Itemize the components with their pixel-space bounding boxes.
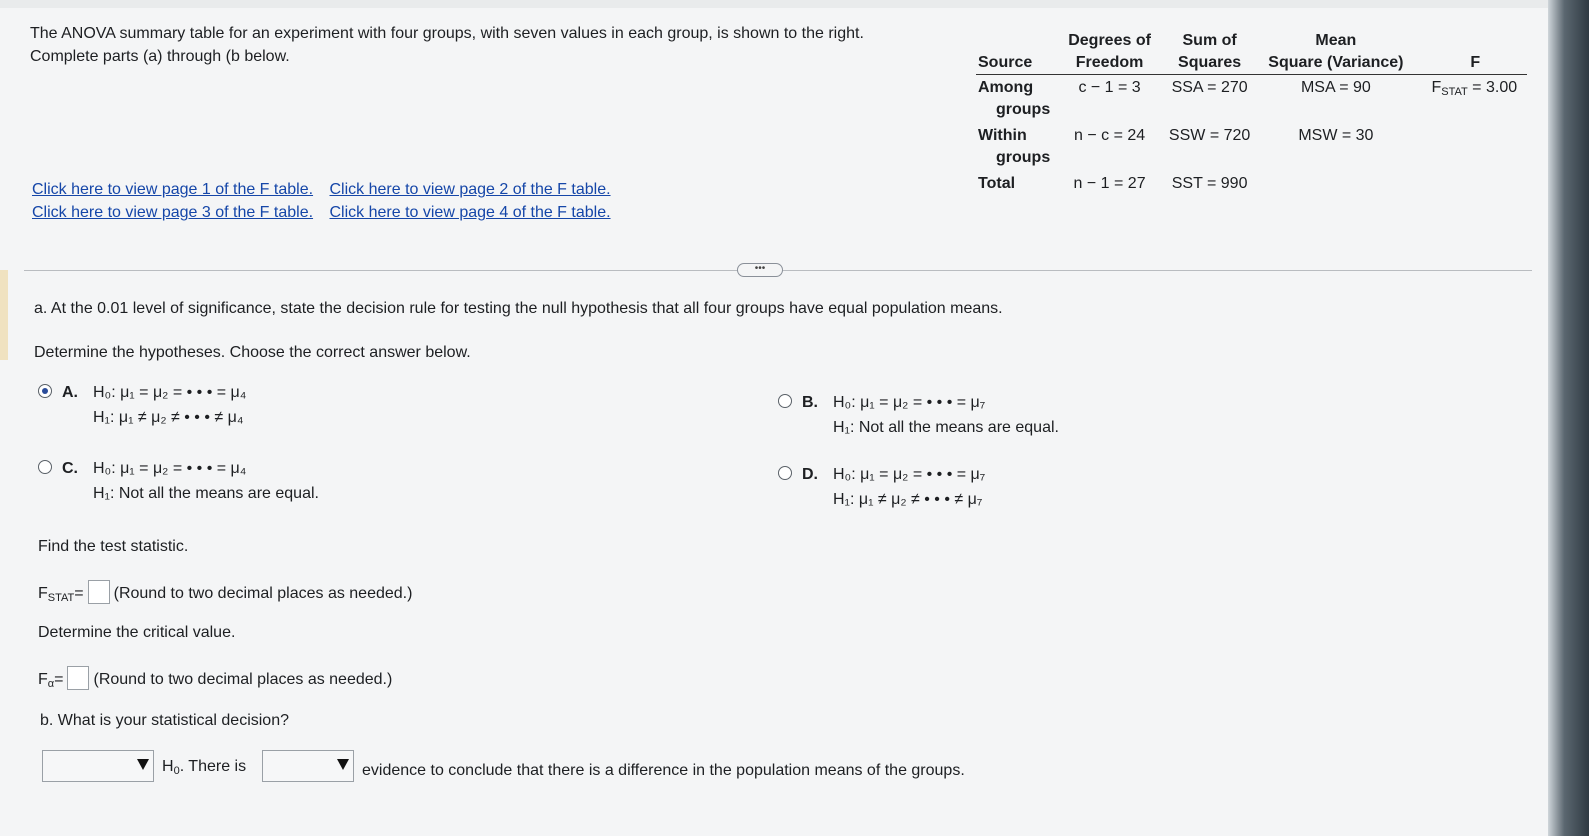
row-source: Among groups	[978, 79, 1051, 118]
header-ss: Sum of Squares	[1178, 32, 1242, 71]
f-table-page-3-link[interactable]: Click here to view page 3 of the F table.	[32, 204, 314, 221]
option-b-label: B.	[802, 394, 818, 411]
row-f	[1411, 123, 1527, 171]
decision-dropdown[interactable]	[42, 750, 154, 782]
critical-value-row: $F_\alpha=$ (Round to two decimal places as needed.)	[38, 666, 392, 690]
intro-line-2: Complete parts (a) through (b below.	[30, 48, 290, 65]
decision-conclusion-text: evidence to conclude that there is a difference in the population means of the groups.	[362, 762, 965, 779]
test-statistic-row: $F_{STAT}=$ (Round to two decimal places as needed.)	[38, 580, 412, 604]
option-a-radio[interactable]	[38, 384, 52, 398]
f-table-page-4-link[interactable]: Click here to view page 4 of the F table.	[329, 204, 611, 221]
chevron-down-icon	[137, 759, 149, 770]
row-ss: SST = 990	[1171, 175, 1248, 192]
option-d-h0: H₀: μ₁ = μ₂ = • • • = μ₇	[833, 466, 986, 483]
option-a-h0: H₀: μ₁ = μ₂ = • • • = μ₄	[93, 384, 247, 401]
option-c-text	[93, 456, 319, 506]
row-df: n − c = 24	[1073, 127, 1146, 144]
divider-drag-handle[interactable]: •••	[737, 263, 783, 277]
evidence-dropdown[interactable]	[262, 750, 354, 782]
option-a-h1: H₁: μ₁ ≠ μ₂ ≠ • • • ≠ μ₄	[93, 409, 244, 426]
anova-summary-table	[976, 30, 1527, 197]
critical-value-input[interactable]	[67, 666, 89, 690]
row-ms: MSW = 30	[1298, 127, 1374, 144]
table-row	[976, 75, 1527, 124]
row-source: Within groups	[978, 127, 1051, 166]
row-ss: SSA = 270	[1171, 79, 1248, 96]
header-f: F	[1470, 54, 1481, 71]
option-d-h1: H₁: μ₁ ≠ μ₂ ≠ • • • ≠ μ₇	[833, 491, 983, 508]
f-table-page-1-link[interactable]: Click here to view page 1 of the F table.	[32, 181, 314, 198]
row-f	[1411, 171, 1527, 197]
intro-line-1: The ANOVA summary table for an experiment with four groups, with seven values in each group, is shown to the right.	[30, 25, 864, 42]
option-a-text	[93, 380, 246, 430]
option-c-h1: H₁: Not all the means are equal.	[93, 485, 319, 502]
header-ms: Mean Square (Variance)	[1268, 32, 1404, 71]
row-source: Total	[978, 175, 1016, 192]
test-statistic-input[interactable]	[88, 580, 110, 604]
table-row	[976, 171, 1527, 197]
f-table-links	[32, 178, 623, 224]
option-b-text	[833, 390, 1059, 440]
f-table-page-2-link[interactable]: Click here to view page 2 of the F table.	[329, 181, 611, 198]
part-b-question: b. What is your statistical decision?	[40, 712, 289, 729]
test-statistic-hint: (Round to two decimal places as needed.)	[113, 585, 413, 602]
problem-intro	[30, 22, 864, 68]
row-ss: SSW = 720	[1168, 127, 1251, 144]
option-c-h0: H₀: μ₁ = μ₂ = • • • = μ₄	[93, 460, 247, 477]
critical-value-prompt: Determine the critical value.	[38, 624, 236, 641]
option-b-radio[interactable]	[778, 394, 792, 408]
option-b-h1: H₁: Not all the means are equal.	[833, 419, 1059, 436]
chevron-down-icon	[337, 759, 349, 770]
table-row	[976, 123, 1527, 171]
question-page	[0, 8, 1548, 836]
row-df: c − 1 = 3	[1078, 79, 1141, 96]
option-c-radio[interactable]	[38, 460, 52, 474]
option-d-label: D.	[802, 466, 818, 483]
row-df: n − 1 = 27	[1073, 175, 1146, 192]
critical-value-hint: (Round to two decimal places as needed.)	[93, 671, 393, 688]
row-f: $F_{STAT} = 3.00$	[1431, 79, 1518, 98]
decision-h0-text: $H_0$. There is	[162, 758, 247, 777]
option-d-text	[833, 462, 985, 512]
anova-header-row	[976, 30, 1527, 75]
header-source: Source	[978, 54, 1033, 71]
header-df: Degrees of Freedom	[1068, 32, 1151, 71]
part-a-question: a. At the 0.01 level of significance, state the decision rule for testing the null hypothesis that all four groups have equal population means.	[34, 300, 1003, 317]
option-a-label: A.	[62, 384, 78, 401]
option-c-label: C.	[62, 460, 78, 477]
screen-edge	[1548, 0, 1589, 836]
left-accent-bar	[0, 270, 8, 360]
test-statistic-prompt: Find the test statistic.	[38, 538, 189, 555]
determine-hypotheses-prompt: Determine the hypotheses. Choose the correct answer below.	[34, 344, 471, 361]
option-d-radio[interactable]	[778, 466, 792, 480]
row-ms: MSA = 90	[1300, 79, 1371, 96]
row-ms	[1260, 171, 1411, 197]
option-b-h0: H₀: μ₁ = μ₂ = • • • = μ₇	[833, 394, 986, 411]
